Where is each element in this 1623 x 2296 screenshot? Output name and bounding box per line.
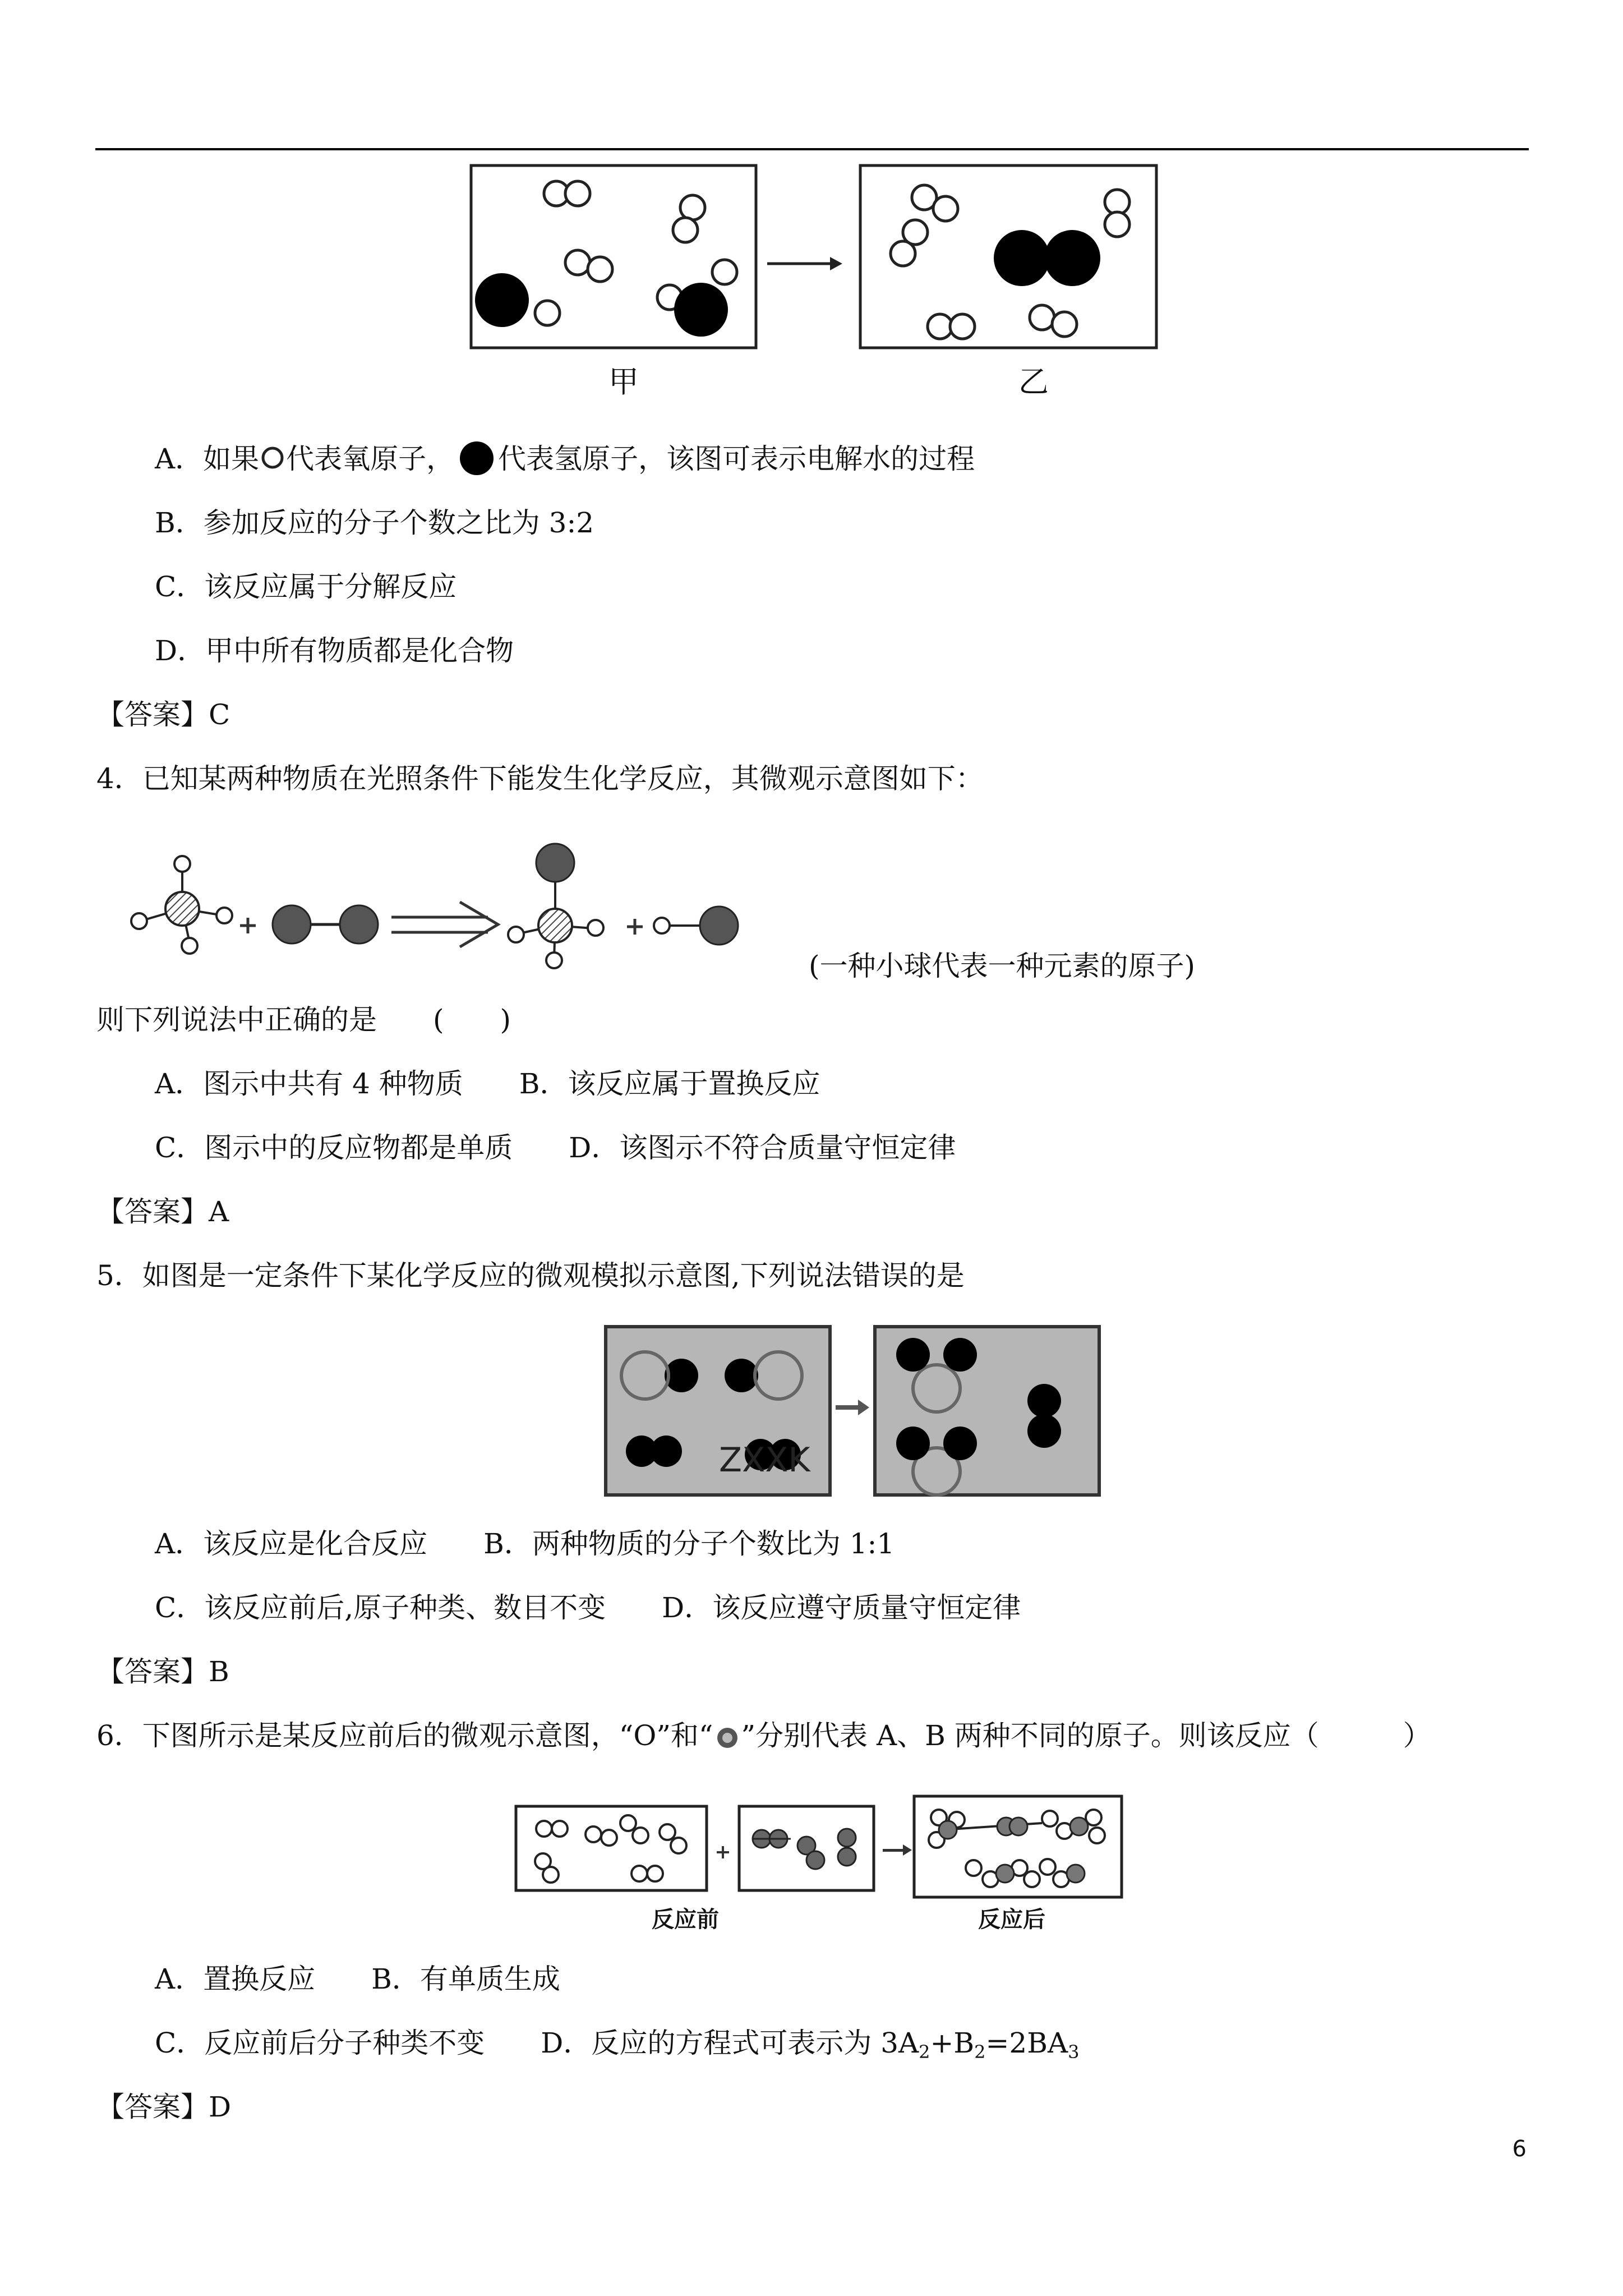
q3-option-d: D．甲中所有物质都是化合物: [155, 634, 514, 667]
black-atom-icon: [454, 441, 498, 481]
q3-answer: 【答案】C: [96, 698, 230, 731]
q5-answer: 【答案】B: [96, 1655, 229, 1688]
q6-options-ab: A．置换反应 B．有单质生成: [155, 1963, 560, 1995]
page-number: 6: [1512, 2136, 1527, 2162]
white-atom-icon: [259, 445, 286, 477]
q5-watermark: ZXXK: [719, 1441, 810, 1480]
q6-stem: 6．下图所示是某反应前后的微观示意图，“O”和“ ”分别代表 A、B 两种不同的原子。则该反应（ ）: [96, 1719, 1431, 1752]
q4-reaction-figure: [123, 836, 751, 970]
q4-stem: 4．已知某两种物质在光照条件下能发生化学反应，其微观示意图如下：: [96, 762, 984, 795]
q4-options-cd: C．图示中的反应物都是单质 D．该图示不符合质量守恒定律: [155, 1131, 956, 1164]
q5-reaction-figure: [600, 1321, 1105, 1506]
q6-label-after: 反应后: [978, 1907, 1045, 1932]
q6-answer: 【答案】D: [96, 2091, 232, 2123]
q5-options-ab: A．该反应是化合反应 B．两种物质的分子个数比为 1:1: [155, 1527, 895, 1560]
q3-option-b: B．参加反应的分子个数之比为 3:2: [155, 507, 594, 539]
header-rule: [95, 148, 1529, 150]
q3-reaction-figure: [465, 163, 1172, 353]
q4-answer: 【答案】A: [96, 1195, 229, 1228]
q4-note: (一种小球代表一种元素的原子): [809, 950, 1196, 982]
q4-options-ab: A．图示中共有 4 种物质 B．该反应属于置换反应: [155, 1068, 820, 1100]
q3-label-jia: 甲: [608, 364, 639, 399]
grey-atom-icon: [713, 1724, 741, 1752]
q3-option-a: A．如果 代表氧原子， 代表氢原子，该图可表示电解水的过程: [155, 441, 975, 481]
q5-stem: 5．如图是一定条件下某化学反应的微观模拟示意图,下列说法错误的是: [96, 1259, 965, 1292]
q3-option-c: C．该反应属于分解反应: [155, 570, 457, 603]
q6-options-cd: C．反应前后分子种类不变 D．反应的方程式可表示为 $3A_2+B_2=2BA_3$: [155, 2027, 1080, 2063]
q6-label-before: 反应前: [652, 1907, 719, 1932]
q4-question: 则下列说法中正确的是 ( ): [96, 1004, 511, 1036]
q5-options-cd: C．该反应前后,原子种类、数目不变 D．该反应遵守质量守恒定律: [155, 1591, 1021, 1624]
q3-label-yi: 乙: [1018, 364, 1049, 399]
